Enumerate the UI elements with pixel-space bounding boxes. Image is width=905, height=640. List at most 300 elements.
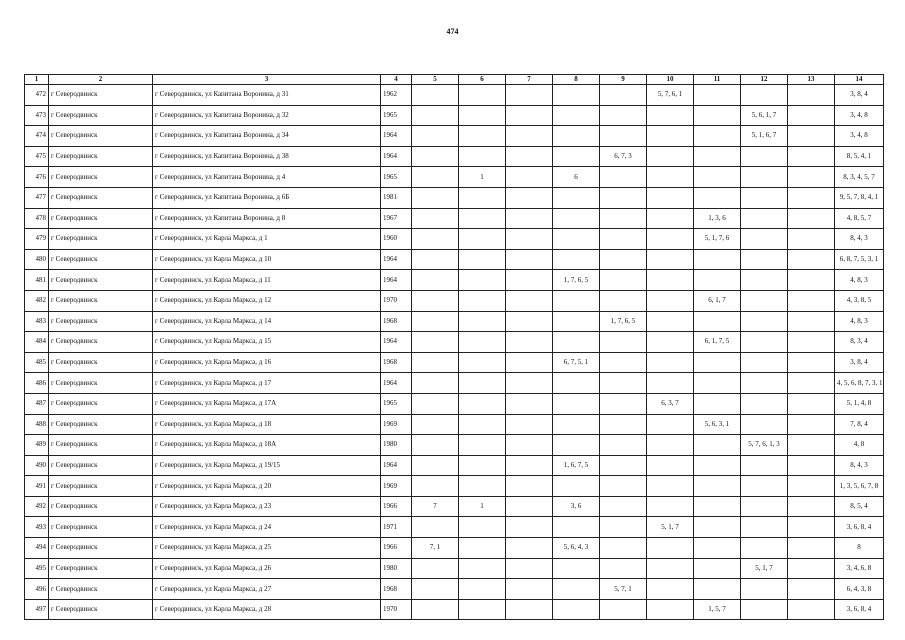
cell-address: г Северодвинск, ул Карла Маркса, д 18 <box>153 414 381 435</box>
cell-col-5 <box>412 229 459 250</box>
cell-col-12 <box>741 455 788 476</box>
column-header-13: 13 <box>788 75 835 85</box>
cell-col-10 <box>647 455 694 476</box>
cell-col-6 <box>459 558 506 579</box>
cell-col-10 <box>647 579 694 600</box>
cell-col-6 <box>459 146 506 167</box>
cell-row-number: 495 <box>25 558 49 579</box>
cell-row-number: 485 <box>25 352 49 373</box>
cell-settlement: г Северодвинск <box>49 352 153 373</box>
cell-col-9 <box>600 85 647 106</box>
cell-col-6 <box>459 126 506 147</box>
cell-col-8: 5, 6, 4, 3 <box>553 538 600 559</box>
cell-col-10 <box>647 435 694 456</box>
cell-col-12 <box>741 373 788 394</box>
cell-col-12 <box>741 517 788 538</box>
column-header-12: 12 <box>741 75 788 85</box>
cell-address: г Северодвинск, ул Карла Маркса, д 28 <box>153 599 381 620</box>
cell-col-9 <box>600 538 647 559</box>
cell-col-11 <box>694 352 741 373</box>
cell-col-8 <box>553 105 600 126</box>
cell-address: г Северодвинск, ул Карла Маркса, д 10 <box>153 249 381 270</box>
cell-col-7 <box>506 332 553 353</box>
cell-col-14: 8, 4, 3 <box>835 229 884 250</box>
cell-col-14: 4, 8, 3 <box>835 270 884 291</box>
cell-col-9 <box>600 332 647 353</box>
cell-year-built: 1964 <box>381 270 412 291</box>
cell-address: г Северодвинск, ул Карла Маркса, д 26 <box>153 558 381 579</box>
cell-col-13 <box>788 496 835 517</box>
cell-col-11 <box>694 105 741 126</box>
cell-col-7 <box>506 208 553 229</box>
cell-col-11 <box>694 455 741 476</box>
cell-col-14: 6, 4, 3, 8 <box>835 579 884 600</box>
cell-col-10 <box>647 126 694 147</box>
table-row <box>25 187 884 208</box>
cell-row-number: 487 <box>25 393 49 414</box>
cell-col-5 <box>412 352 459 373</box>
cell-col-5 <box>412 455 459 476</box>
cell-col-8 <box>553 311 600 332</box>
cell-col-6 <box>459 187 506 208</box>
cell-col-8 <box>553 229 600 250</box>
cell-address: г Северодвинск, ул Карла Маркса, д 23 <box>153 496 381 517</box>
cell-col-8 <box>553 146 600 167</box>
cell-row-number: 481 <box>25 270 49 291</box>
cell-col-13 <box>788 167 835 188</box>
table-row <box>25 332 884 353</box>
cell-col-7 <box>506 476 553 497</box>
cell-col-8 <box>553 187 600 208</box>
table-body <box>25 85 884 620</box>
cell-col-9 <box>600 249 647 270</box>
cell-col-12 <box>741 538 788 559</box>
cell-address: г Северодвинск, ул Карла Маркса, д 17А <box>153 393 381 414</box>
cell-row-number: 497 <box>25 599 49 620</box>
cell-col-7 <box>506 105 553 126</box>
cell-col-6 <box>459 579 506 600</box>
cell-col-7 <box>506 414 553 435</box>
cell-col-8 <box>553 290 600 311</box>
cell-col-8 <box>553 393 600 414</box>
cell-col-9 <box>600 435 647 456</box>
column-header-9: 9 <box>600 75 647 85</box>
cell-col-14: 3, 4, 8 <box>835 126 884 147</box>
cell-col-11 <box>694 538 741 559</box>
cell-row-number: 490 <box>25 455 49 476</box>
cell-col-11 <box>694 126 741 147</box>
cell-col-7 <box>506 435 553 456</box>
cell-col-9 <box>600 558 647 579</box>
cell-col-10 <box>647 352 694 373</box>
cell-settlement: г Северодвинск <box>49 229 153 250</box>
cell-row-number: 473 <box>25 105 49 126</box>
cell-col-6 <box>459 352 506 373</box>
cell-col-9 <box>600 599 647 620</box>
table-row <box>25 105 884 126</box>
cell-col-5: 7, 1 <box>412 538 459 559</box>
table-row <box>25 373 884 394</box>
cell-settlement: г Северодвинск <box>49 249 153 270</box>
table-row <box>25 476 884 497</box>
cell-col-7 <box>506 85 553 106</box>
cell-row-number: 476 <box>25 167 49 188</box>
cell-col-11: 6, 1, 7 <box>694 290 741 311</box>
cell-col-12 <box>741 167 788 188</box>
cell-col-6 <box>459 455 506 476</box>
cell-row-number: 491 <box>25 476 49 497</box>
cell-year-built: 1962 <box>381 85 412 106</box>
cell-col-10 <box>647 476 694 497</box>
cell-col-7 <box>506 126 553 147</box>
cell-col-7 <box>506 290 553 311</box>
cell-col-10 <box>647 311 694 332</box>
cell-row-number: 493 <box>25 517 49 538</box>
cell-col-13 <box>788 126 835 147</box>
cell-address: г Северодвинск, ул Карла Маркса, д 1 <box>153 229 381 250</box>
table-row <box>25 414 884 435</box>
cell-col-14: 3, 6, 8, 4 <box>835 517 884 538</box>
cell-col-13 <box>788 579 835 600</box>
cell-settlement: г Северодвинск <box>49 517 153 538</box>
cell-address: г Северодвинск, ул Карла Маркса, д 12 <box>153 290 381 311</box>
cell-col-5 <box>412 187 459 208</box>
cell-col-14: 8, 4, 3 <box>835 455 884 476</box>
cell-col-12: 5, 7, 6, 1, 3 <box>741 435 788 456</box>
cell-col-8 <box>553 126 600 147</box>
cell-col-7 <box>506 352 553 373</box>
table-row <box>25 393 884 414</box>
cell-col-6 <box>459 414 506 435</box>
column-header-5: 5 <box>412 75 459 85</box>
cell-col-11: 1, 3, 6 <box>694 208 741 229</box>
cell-col-9 <box>600 105 647 126</box>
cell-col-8 <box>553 579 600 600</box>
cell-col-6 <box>459 435 506 456</box>
cell-col-12 <box>741 249 788 270</box>
column-header-4: 4 <box>381 75 412 85</box>
cell-col-10 <box>647 187 694 208</box>
cell-col-13 <box>788 352 835 373</box>
cell-col-9: 5, 7, 1 <box>600 579 647 600</box>
table-row <box>25 229 884 250</box>
cell-row-number: 479 <box>25 229 49 250</box>
cell-year-built: 1969 <box>381 476 412 497</box>
cell-address: г Северодвинск, ул Карла Маркса, д 17 <box>153 373 381 394</box>
cell-col-13 <box>788 311 835 332</box>
cell-col-13 <box>788 332 835 353</box>
cell-col-5 <box>412 332 459 353</box>
cell-row-number: 472 <box>25 85 49 106</box>
cell-settlement: г Северодвинск <box>49 187 153 208</box>
cell-col-12 <box>741 187 788 208</box>
cell-col-13 <box>788 455 835 476</box>
cell-col-5 <box>412 311 459 332</box>
cell-col-6 <box>459 373 506 394</box>
cell-row-number: 480 <box>25 249 49 270</box>
cell-col-12: 5, 6, 1, 7 <box>741 105 788 126</box>
cell-col-8: 1, 7, 6, 5 <box>553 270 600 291</box>
cell-col-11 <box>694 476 741 497</box>
cell-col-13 <box>788 538 835 559</box>
cell-col-5 <box>412 476 459 497</box>
cell-year-built: 1965 <box>381 105 412 126</box>
column-header-8: 8 <box>553 75 600 85</box>
cell-col-6 <box>459 538 506 559</box>
cell-row-number: 483 <box>25 311 49 332</box>
column-header-6: 6 <box>459 75 506 85</box>
cell-col-7 <box>506 393 553 414</box>
cell-col-11 <box>694 167 741 188</box>
cell-col-7 <box>506 187 553 208</box>
cell-address: г Северодвинск, ул Карла Маркса, д 19/15 <box>153 455 381 476</box>
cell-col-12 <box>741 311 788 332</box>
cell-col-11 <box>694 435 741 456</box>
cell-col-7 <box>506 229 553 250</box>
cell-col-7 <box>506 558 553 579</box>
cell-year-built: 1964 <box>381 126 412 147</box>
cell-col-6 <box>459 332 506 353</box>
cell-col-8 <box>553 332 600 353</box>
cell-settlement: г Северодвинск <box>49 208 153 229</box>
cell-col-12 <box>741 270 788 291</box>
cell-col-5: 7 <box>412 496 459 517</box>
table-row <box>25 558 884 579</box>
table-row <box>25 517 884 538</box>
cell-settlement: г Северодвинск <box>49 146 153 167</box>
table-row <box>25 496 884 517</box>
cell-col-9 <box>600 229 647 250</box>
cell-address: г Северодвинск, ул Карла Маркса, д 18А <box>153 435 381 456</box>
cell-address: г Северодвинск, ул Капитана Воронина, д 4 <box>153 167 381 188</box>
cell-year-built: 1969 <box>381 414 412 435</box>
cell-col-13 <box>788 187 835 208</box>
table-row <box>25 167 884 188</box>
page-number: 474 <box>446 27 459 36</box>
cell-settlement: г Северодвинск <box>49 455 153 476</box>
cell-year-built: 1966 <box>381 538 412 559</box>
cell-col-12 <box>741 496 788 517</box>
cell-col-5 <box>412 599 459 620</box>
cell-col-9 <box>600 290 647 311</box>
cell-col-10 <box>647 270 694 291</box>
cell-col-13 <box>788 146 835 167</box>
cell-year-built: 1970 <box>381 599 412 620</box>
cell-settlement: г Северодвинск <box>49 105 153 126</box>
cell-row-number: 475 <box>25 146 49 167</box>
cell-col-7 <box>506 167 553 188</box>
cell-col-11 <box>694 270 741 291</box>
table-row <box>25 538 884 559</box>
cell-col-13 <box>788 435 835 456</box>
cell-col-7 <box>506 599 553 620</box>
cell-col-14: 4, 8 <box>835 435 884 456</box>
cell-col-7 <box>506 146 553 167</box>
cell-col-14: 3, 8, 4 <box>835 352 884 373</box>
cell-address: г Северодвинск, ул Карла Маркса, д 20 <box>153 476 381 497</box>
cell-address: г Северодвинск, ул Карла Маркса, д 14 <box>153 311 381 332</box>
cell-col-8 <box>553 558 600 579</box>
cell-settlement: г Северодвинск <box>49 435 153 456</box>
cell-col-10 <box>647 414 694 435</box>
cell-col-5 <box>412 558 459 579</box>
cell-year-built: 1966 <box>381 496 412 517</box>
cell-col-5 <box>412 290 459 311</box>
cell-settlement: г Северодвинск <box>49 85 153 106</box>
cell-col-6 <box>459 476 506 497</box>
column-header-14: 14 <box>835 75 884 85</box>
cell-settlement: г Северодвинск <box>49 167 153 188</box>
cell-col-6: 1 <box>459 496 506 517</box>
cell-col-12 <box>741 352 788 373</box>
cell-col-5 <box>412 435 459 456</box>
cell-row-number: 482 <box>25 290 49 311</box>
cell-col-13 <box>788 393 835 414</box>
cell-year-built: 1964 <box>381 332 412 353</box>
table-row <box>25 599 884 620</box>
cell-year-built: 1964 <box>381 249 412 270</box>
cell-address: г Северодвинск, ул Капитана Воронина, д 38 <box>153 146 381 167</box>
cell-row-number: 489 <box>25 435 49 456</box>
cell-col-13 <box>788 270 835 291</box>
cell-col-11 <box>694 187 741 208</box>
cell-col-8 <box>553 85 600 106</box>
cell-address: г Северодвинск, ул Капитана Воронина, д 6Б <box>153 187 381 208</box>
cell-col-6 <box>459 311 506 332</box>
cell-col-10 <box>647 167 694 188</box>
cell-col-7 <box>506 538 553 559</box>
cell-col-13 <box>788 208 835 229</box>
cell-col-14: 8, 3, 4, 5, 7 <box>835 167 884 188</box>
cell-col-10 <box>647 229 694 250</box>
cell-col-9 <box>600 455 647 476</box>
cell-col-9 <box>600 517 647 538</box>
cell-col-12 <box>741 229 788 250</box>
cell-col-8 <box>553 373 600 394</box>
cell-col-6 <box>459 229 506 250</box>
cell-col-6 <box>459 270 506 291</box>
table-row <box>25 455 884 476</box>
cell-col-8 <box>553 476 600 497</box>
cell-col-6 <box>459 208 506 229</box>
cell-col-14: 4, 5, 6, 8, 7, 3, 1 <box>835 373 884 394</box>
cell-col-5 <box>412 85 459 106</box>
cell-col-14: 8, 5, 4, 1 <box>835 146 884 167</box>
cell-col-12 <box>741 599 788 620</box>
header-row <box>25 75 884 85</box>
cell-row-number: 474 <box>25 126 49 147</box>
cell-col-5 <box>412 208 459 229</box>
cell-settlement: г Северодвинск <box>49 332 153 353</box>
table-row <box>25 311 884 332</box>
cell-settlement: г Северодвинск <box>49 373 153 394</box>
cell-row-number: 477 <box>25 187 49 208</box>
cell-col-8: 3, 6 <box>553 496 600 517</box>
cell-col-8 <box>553 249 600 270</box>
cell-col-6 <box>459 105 506 126</box>
cell-col-13 <box>788 85 835 106</box>
cell-col-7 <box>506 249 553 270</box>
table-row <box>25 85 884 106</box>
cell-col-13 <box>788 599 835 620</box>
cell-col-14: 5, 1, 4, 8 <box>835 393 884 414</box>
cell-col-10: 5, 7, 6, 1 <box>647 85 694 106</box>
cell-col-6 <box>459 85 506 106</box>
cell-col-10 <box>647 599 694 620</box>
cell-col-8: 1, 6, 7, 5 <box>553 455 600 476</box>
cell-col-8 <box>553 517 600 538</box>
cell-col-12 <box>741 85 788 106</box>
cell-row-number: 486 <box>25 373 49 394</box>
table-row <box>25 352 884 373</box>
cell-col-10 <box>647 105 694 126</box>
cell-col-5 <box>412 373 459 394</box>
cell-year-built: 1964 <box>381 373 412 394</box>
table-row <box>25 579 884 600</box>
cell-col-10 <box>647 558 694 579</box>
cell-col-9 <box>600 496 647 517</box>
column-header-1: 1 <box>25 75 49 85</box>
cell-col-14: 3, 8, 4 <box>835 85 884 106</box>
cell-row-number: 484 <box>25 332 49 353</box>
cell-col-10: 5, 1, 7 <box>647 517 694 538</box>
cell-year-built: 1981 <box>381 187 412 208</box>
cell-col-11 <box>694 558 741 579</box>
cell-settlement: г Северодвинск <box>49 538 153 559</box>
cell-address: г Северодвинск, ул Капитана Воронина, д 31 <box>153 85 381 106</box>
cell-col-5 <box>412 126 459 147</box>
cell-col-5 <box>412 579 459 600</box>
cell-col-9 <box>600 270 647 291</box>
cell-col-12 <box>741 476 788 497</box>
cell-col-13 <box>788 229 835 250</box>
cell-col-14: 3, 4, 6, 8 <box>835 558 884 579</box>
cell-year-built: 1980 <box>381 558 412 579</box>
column-header-11: 11 <box>694 75 741 85</box>
cell-col-10 <box>647 208 694 229</box>
cell-year-built: 1964 <box>381 455 412 476</box>
cell-col-12 <box>741 208 788 229</box>
cell-col-13 <box>788 517 835 538</box>
cell-col-5 <box>412 167 459 188</box>
cell-year-built: 1968 <box>381 579 412 600</box>
cell-col-13 <box>788 476 835 497</box>
cell-address: г Северодвинск, ул Карла Маркса, д 24 <box>153 517 381 538</box>
cell-col-11 <box>694 85 741 106</box>
cell-col-11 <box>694 249 741 270</box>
cell-col-9 <box>600 187 647 208</box>
cell-col-8 <box>553 414 600 435</box>
cell-settlement: г Северодвинск <box>49 126 153 147</box>
cell-row-number: 492 <box>25 496 49 517</box>
cell-col-10 <box>647 249 694 270</box>
cell-address: г Северодвинск, ул Карла Маркса, д 11 <box>153 270 381 291</box>
cell-col-11: 6, 1, 7, 5 <box>694 332 741 353</box>
cell-col-5 <box>412 270 459 291</box>
cell-col-7 <box>506 496 553 517</box>
cell-col-14: 3, 6, 8, 4 <box>835 599 884 620</box>
cell-col-10 <box>647 146 694 167</box>
cell-settlement: г Северодвинск <box>49 496 153 517</box>
cell-col-9 <box>600 126 647 147</box>
cell-col-8 <box>553 599 600 620</box>
cell-settlement: г Северодвинск <box>49 393 153 414</box>
cell-col-9 <box>600 352 647 373</box>
cell-col-10: 6, 3, 7 <box>647 393 694 414</box>
table-row <box>25 435 884 456</box>
cell-settlement: г Северодвинск <box>49 558 153 579</box>
cell-col-5 <box>412 146 459 167</box>
